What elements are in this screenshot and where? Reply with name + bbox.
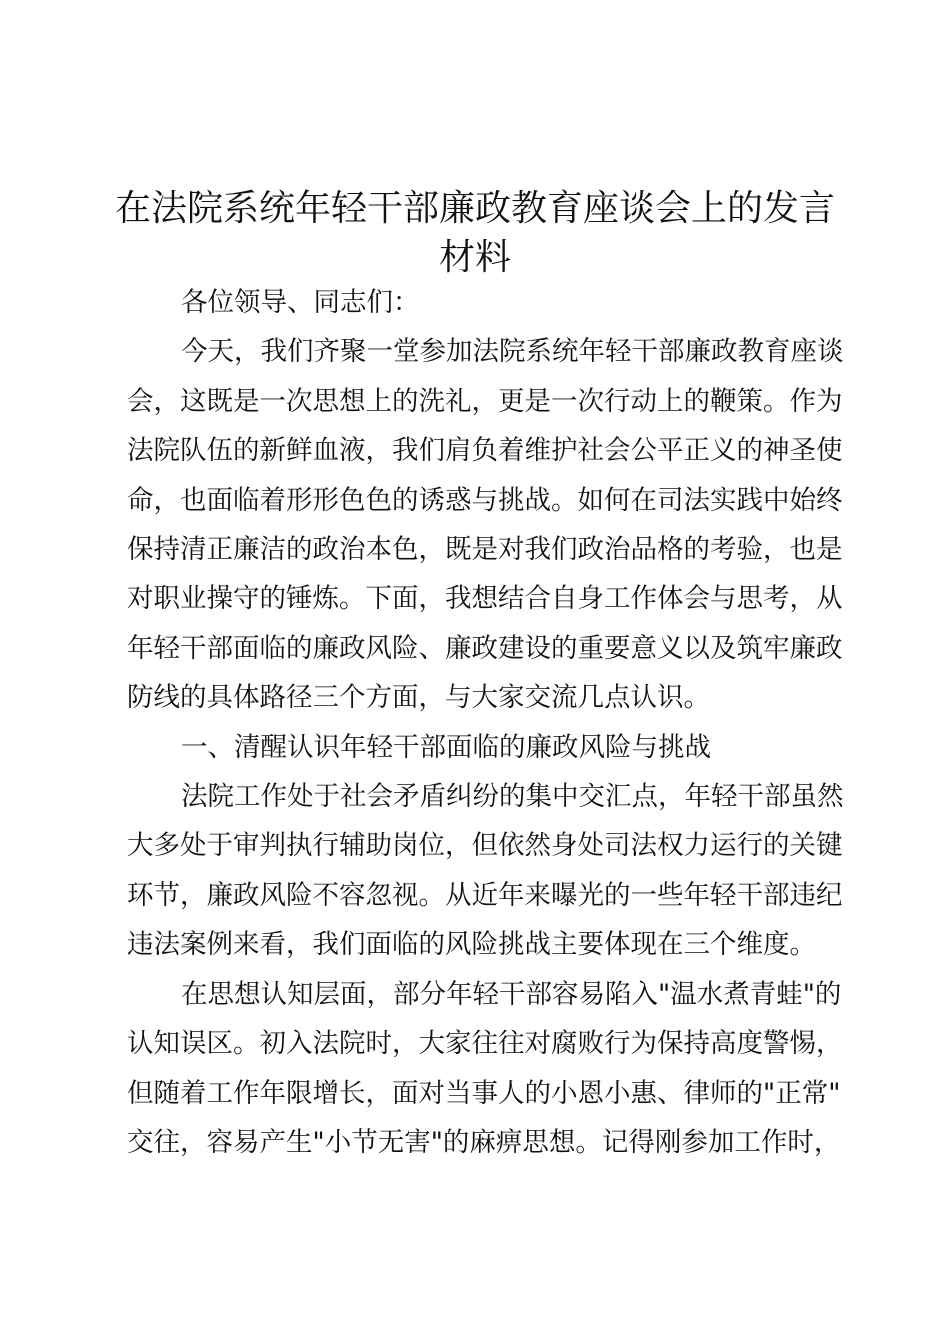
text-line: 今 天 ， 我 们 齐 聚 一 堂 参 加 法 院 系 统 年 轻 干 部 廉 政 教 育 座 谈: [181, 336, 844, 368]
paragraphs: [127, 327, 844, 1167]
text-line: 但 随 着 工 作 年 限 增 长 ， 面 对 当 事 人 的 小 恩 小 惠 、 律 师 的 " 正 常 ": [127, 1077, 841, 1109]
paragraph: [127, 772, 844, 970]
text-line: 法 院 队 伍 的 新 鲜 血 液 ， 我 们 肩 负 着 维 护 社 会 公 平 正 义 的 神 圣 使: [127, 435, 843, 467]
text-line: 交 往 ， 容 易 产 生 " 小 节 无 害 " 的 麻 痹 思 想 。 记 得 刚 参 加 工 作 时 ，: [127, 1126, 841, 1158]
text-line: 命 ， 也 面 临 着 形 形 色 色 的 诱 惑 与 挑 战 。 如 何 在 司 法 实 践 中 始 终: [127, 484, 843, 516]
paragraph: [127, 970, 843, 1168]
text-line: 对 职 业 操 守 的 锤 炼 。 下 面 ， 我 想 结 合 自 身 工 作 体 会 与 思 考 ， 从: [127, 583, 843, 615]
text-line: 认 知 误 区 。 初 入 法 院 时 ， 大 家 往 往 对 腐 败 行 为 保 持 高 度 警 惕 ，: [127, 1028, 843, 1060]
text-line: 违法案例来看，我们面临的风险挑战主要体现在三个维度。: [127, 929, 816, 961]
text-line: 法 院 工 作 处 于 社 会 矛 盾 纠 纷 的 集 中 交 汇 点 ， 年 轻 干 部 虽 然: [181, 781, 844, 813]
text-line: 保 持 清 正 廉 洁 的 政 治 本 色 ， 既 是 对 我 们 政 治 品 格 的 考 验 ， 也 是: [127, 534, 843, 566]
text-line: 大 多 处 于 审 判 执 行 辅 助 岗 位 ， 但 依 然 身 处 司 法 权 力 运 行 的 关 键: [127, 830, 843, 862]
text-line: 会 ， 这 既 是 一 次 思 想 上 的 洗 礼 ， 更 是 一 次 行 动 上 的 鞭 策 。 作 为: [127, 385, 843, 417]
text-line: 在 思 想 认 知 层 面 ， 部 分 年 轻 干 部 容 易 陷 入 " 温 水 煮 青 蛙 " 的: [181, 978, 842, 1010]
salutation: 各位领导、同志们：: [181, 287, 420, 318]
text-line: 一、清醒认识年轻干部面临的廉政风险与挑战: [181, 731, 711, 763]
section-heading: [127, 723, 832, 772]
text-line: 年 轻 干 部 面 临 的 廉 政 风 险 、 廉 政 建 设 的 重 要 意 义 以 及 筑 牢 廉 政: [127, 632, 843, 664]
text-line: 防线的具体路径三个方面，与大家交流几点认识。: [127, 682, 710, 714]
paragraph: [127, 327, 844, 722]
title-line-1: 在法院系统年轻干部廉政教育座谈会上的发言: [114, 188, 835, 229]
text-line: 环 节 ， 廉 政 风 险 不 容 忽 视 。 从 近 年 来 曝 光 的 一 些 年 轻 干 部 违 纪: [127, 879, 843, 911]
document-body: [127, 278, 844, 1167]
title-line-2: 材料: [438, 237, 511, 278]
document-title: [100, 184, 850, 282]
